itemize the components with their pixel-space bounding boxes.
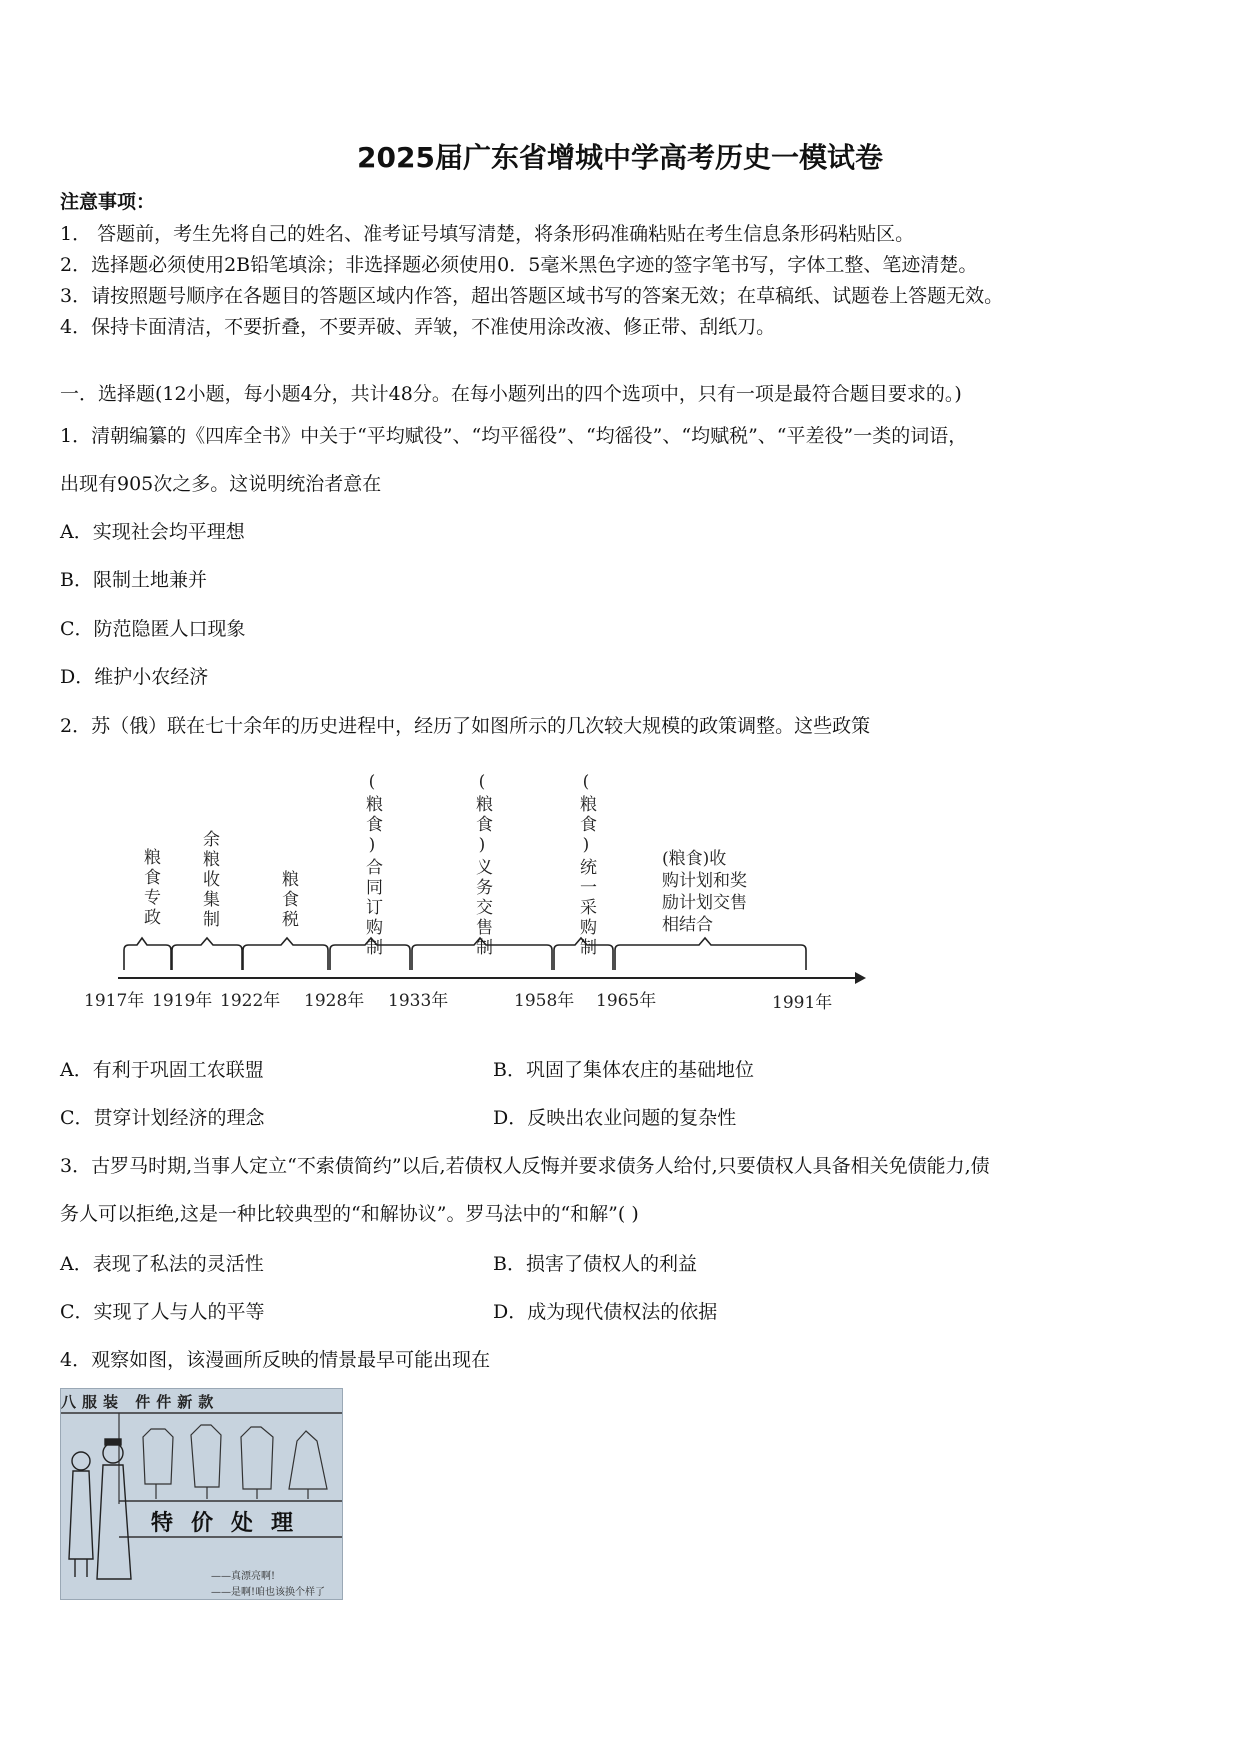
q2-option-c: C．贯穿计划经济的理念 — [60, 1107, 265, 1129]
timeline-year: 1917年 — [84, 991, 145, 1011]
page-title: 2025届广东省增城中学高考历史一模试卷 — [357, 141, 883, 174]
bracket-1919-1922 — [172, 938, 242, 970]
notice-item: 1． 答题前，考生先将自己的姓名、准考证号填写清楚，将条形码准确粘贴在考生信息条形码粘贴区。 — [60, 223, 915, 245]
cartoon-headline: 八服装 件件新款 — [61, 1393, 220, 1411]
timeline-year: 1958年 — [514, 991, 575, 1011]
q2-option-b: B．巩固了集体农庄的基础地位 — [493, 1059, 754, 1081]
timeline-year: 1922年 — [220, 991, 281, 1011]
timeline-arrow — [855, 972, 866, 984]
section-heading: 一．选择题(12小题，每小题4分，共计48分。在每小题列出的四个选项中，只有一项是最符合题目要求的。) — [60, 383, 962, 405]
cartoon-caption: ——真漂亮啊! — [211, 1571, 276, 1582]
q1-option-b: B．限制土地兼并 — [60, 569, 207, 591]
q3-option-c: C．实现了人与人的平等 — [60, 1301, 265, 1323]
timeline-policy-last-line3: 励计划交售 — [662, 893, 747, 913]
q1-stem-cont: 出现有905次之多。这说明统治者意在 — [60, 473, 382, 495]
timeline-year: 1965年 — [596, 991, 657, 1011]
q1-stem: 1．清朝编纂的《四库全书》中关于“平均赋役”、“均平徭役”、“均徭役”、“均赋税”、“平差役”一类的词语， — [60, 425, 968, 447]
timeline-policy-last-line2: 购计划和奖 — [662, 871, 747, 891]
bracket-1965-1991 — [615, 938, 806, 970]
bracket-1922-1928 — [243, 938, 328, 970]
timeline-policy-last-line1: (粮食)收 — [662, 849, 727, 869]
q3-option-d: D．成为现代债权法的依据 — [493, 1301, 718, 1323]
timeline-policy: 粮食税 — [278, 870, 298, 930]
q3-option-b: B．损害了债权人的利益 — [493, 1253, 697, 1275]
q4-stem: 4．观察如图，该漫画所反映的情景最早可能出现在 — [60, 1349, 491, 1371]
cartoon-image — [60, 1388, 343, 1600]
bracket-1917-1919 — [124, 938, 171, 970]
q2-stem: 2．苏（俄）联在七十余年的历史进程中，经历了如图所示的几次较大规模的政策调整。这些政策 — [60, 715, 871, 737]
cartoon-sale-sign: 特价处理 — [151, 1510, 312, 1536]
q1-option-c: C．防范隐匿人口现象 — [60, 618, 246, 640]
notice-item: 4．保持卡面清洁，不要折叠，不要弄破、弄皱，不准使用涂改液、修正带、刮纸刀。 — [60, 316, 776, 338]
timeline-policy: (粮食)义务交售制 — [472, 772, 492, 958]
cartoon-caption: ——是啊!咱也该换个样了 — [211, 1587, 326, 1598]
timeline-policy: 余粮收集制 — [199, 830, 219, 930]
timeline-policy: (粮食)合同订购制 — [362, 772, 382, 958]
q1-option-d: D．维护小农经济 — [60, 666, 209, 688]
notice-heading: 注意事项： — [60, 191, 156, 213]
q3-option-a: A．表现了私法的灵活性 — [60, 1253, 264, 1275]
timeline-policy: 粮食专政 — [140, 848, 160, 928]
q2-option-d: D．反映出农业问题的复杂性 — [493, 1107, 737, 1129]
timeline-year: 1919年 — [152, 991, 213, 1011]
timeline-policy-last-line4: 相结合 — [662, 915, 713, 935]
timeline-year: 1928年 — [304, 991, 365, 1011]
timeline-policy: (粮食)统一采购制 — [576, 772, 596, 958]
timeline-year: 1991年 — [772, 993, 833, 1013]
q3-stem: 3．古罗马时期,当事人定立“不索债简约”以后,若债权人反悔并要求债务人给付,只要债权人具备相关免债能力,债 — [60, 1155, 990, 1177]
q2-option-a: A．有利于巩固工农联盟 — [60, 1059, 264, 1081]
notice-item: 3．请按照题号顺序在各题目的答题区域内作答，超出答题区域书写的答案无效；在草稿纸、试题卷上答题无效。 — [60, 285, 1004, 307]
cartoon-drawing — [61, 1389, 342, 1599]
q1-option-a: A．实现社会均平理想 — [60, 521, 245, 543]
notice-item: 2．选择题必须使用2B铅笔填涂；非选择题必须使用0．5毫米黑色字迹的签字笔书写，字体工整、笔迹清楚。 — [60, 254, 978, 276]
timeline-year: 1933年 — [388, 991, 449, 1011]
q3-stem-cont: 务人可以拒绝,这是一种比较典型的“和解协议”。罗马法中的“和解”( ) — [60, 1203, 639, 1225]
